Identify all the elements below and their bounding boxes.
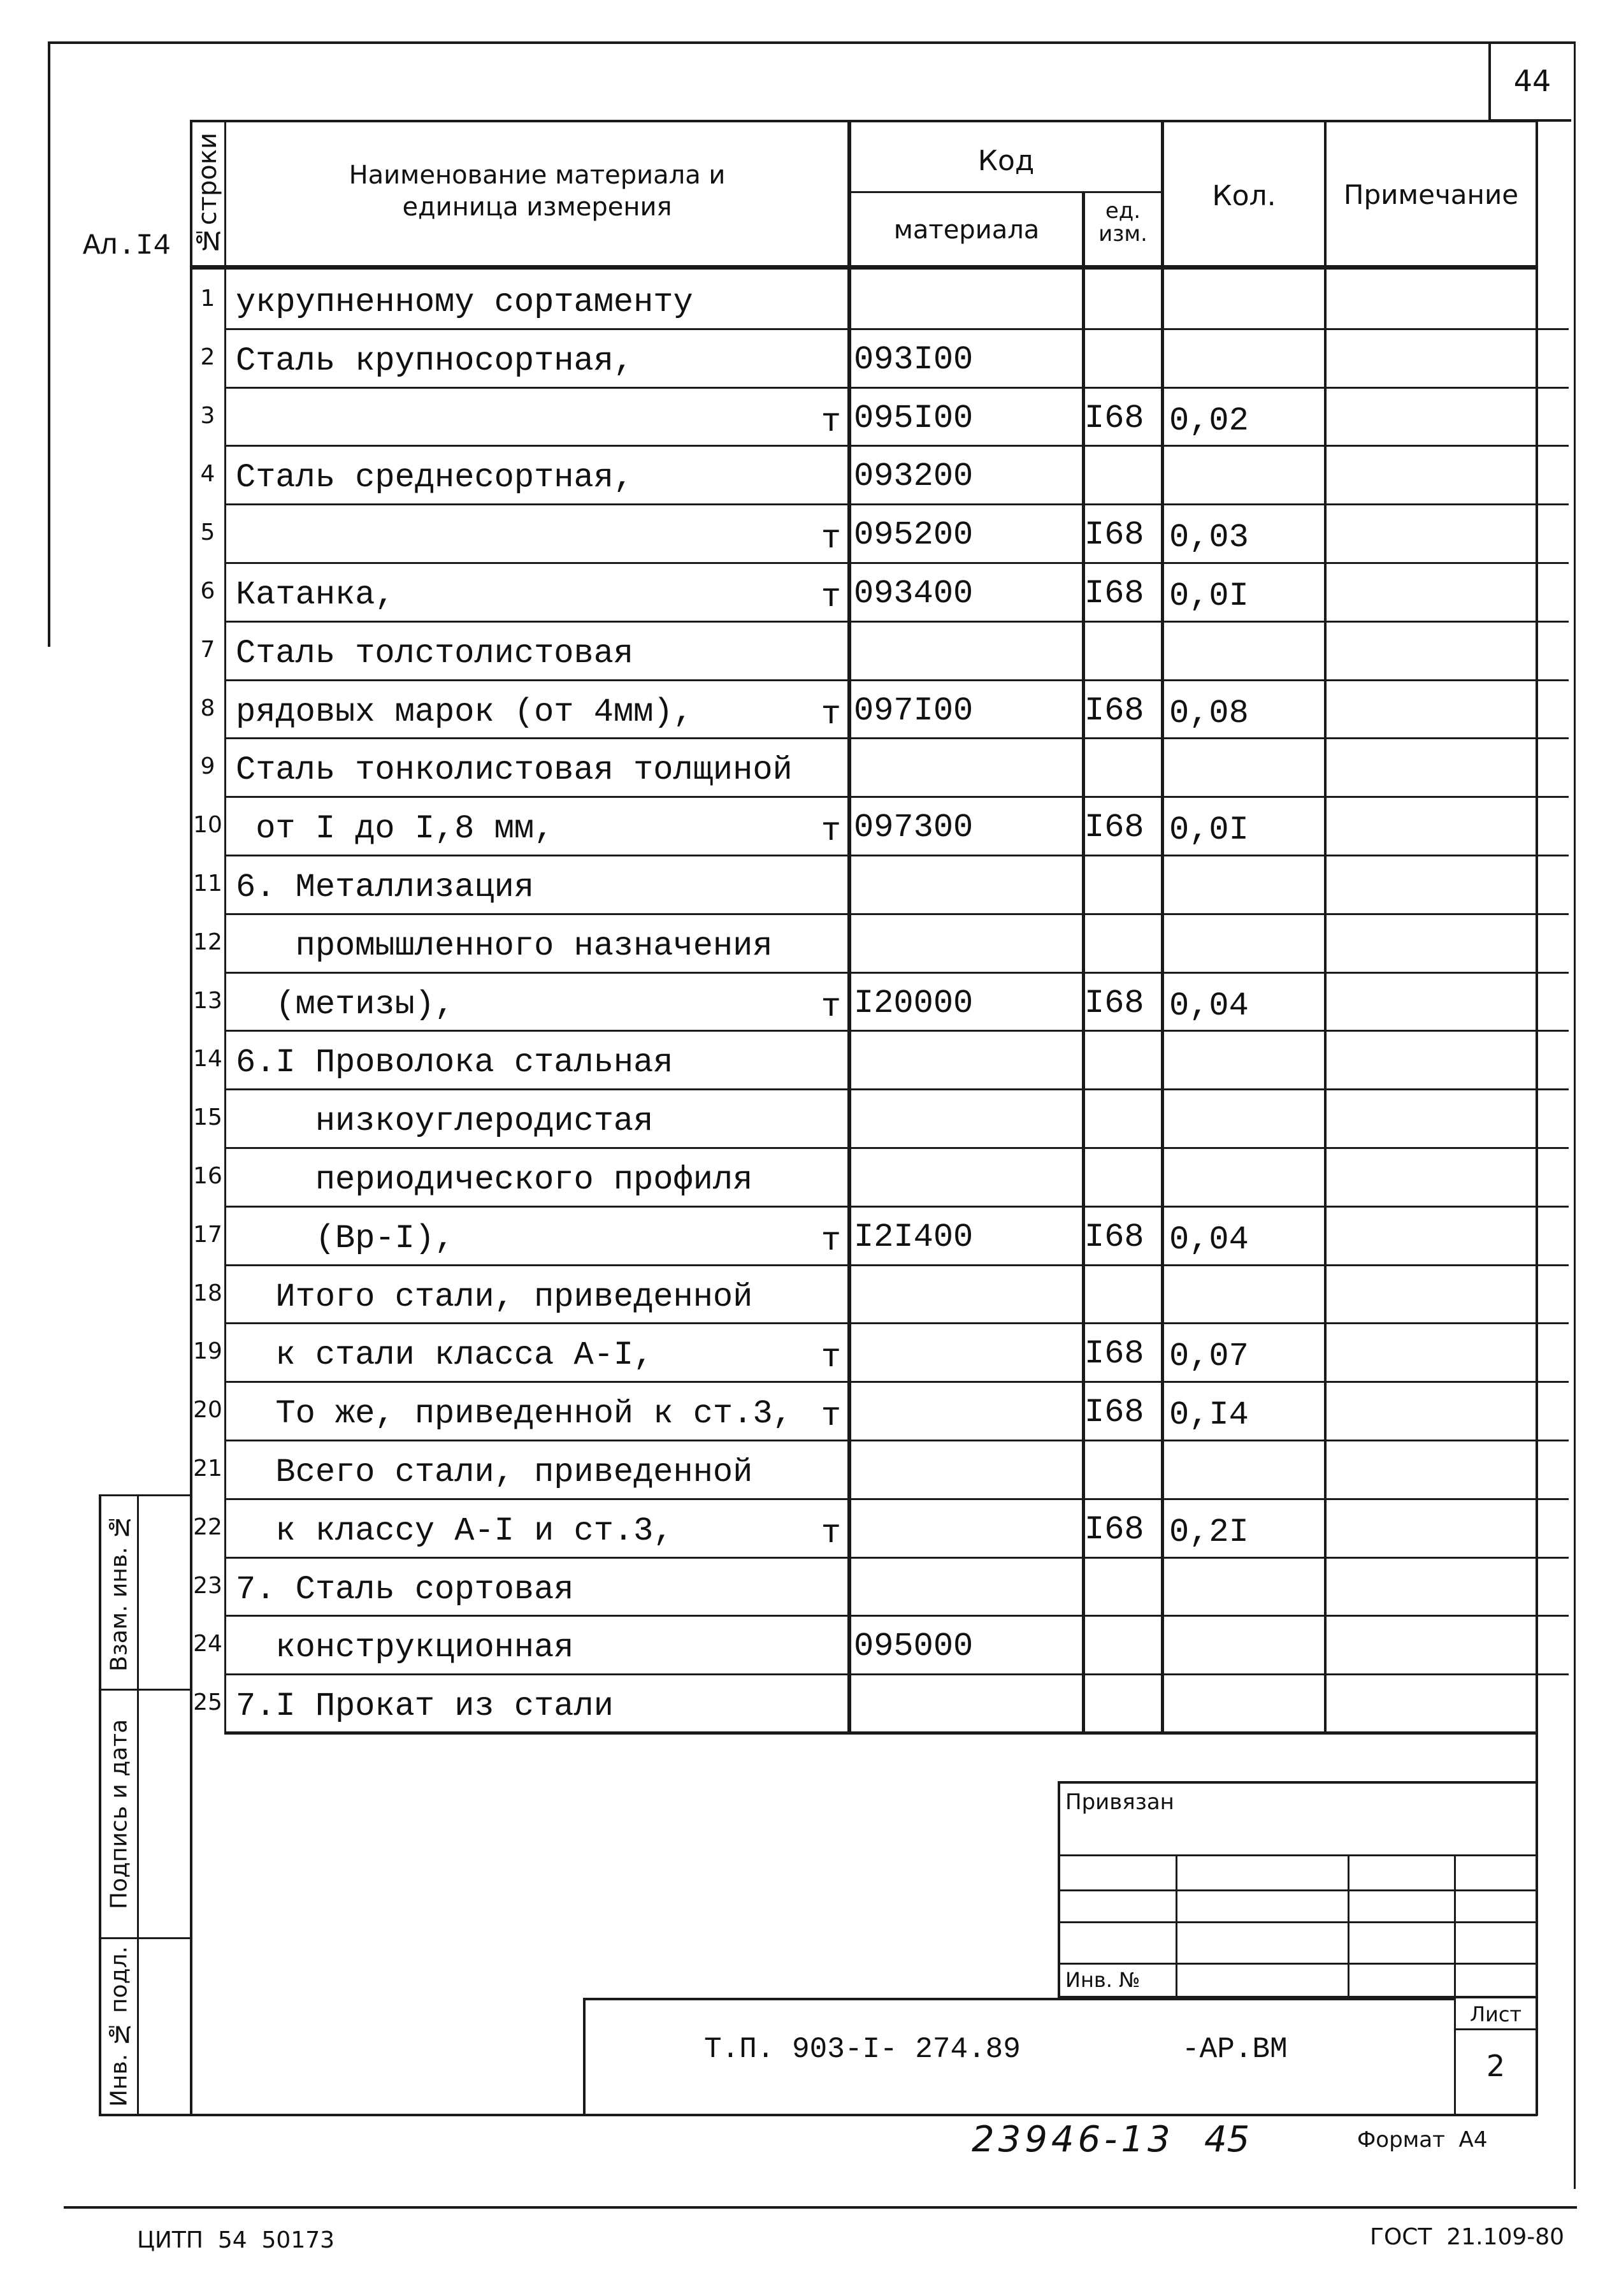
stamp-grid-h1	[1058, 1854, 1537, 1856]
row-unit-mark	[796, 1446, 841, 1505]
row-divider	[224, 1088, 1569, 1090]
row-unit-code: I68	[1084, 400, 1144, 437]
row-divider	[224, 737, 1569, 739]
row-number: 3	[200, 403, 215, 429]
row-unit-code	[1084, 1267, 1161, 1325]
row-name	[236, 391, 796, 449]
row-unit-code	[1084, 916, 1161, 974]
row-name: Катанка,	[236, 576, 395, 614]
row-name	[236, 507, 796, 566]
row-unit-mark	[796, 627, 841, 686]
row-unit-mark	[796, 1680, 841, 1738]
row-name: Всего стали, приведенной	[236, 1454, 753, 1491]
table-row	[191, 1030, 1536, 1088]
row-unit-code	[1084, 1091, 1161, 1150]
row-number: 17	[193, 1222, 222, 1248]
table-row	[191, 1206, 1536, 1264]
row-unit-mark	[796, 1095, 841, 1153]
row-divider	[224, 855, 1569, 856]
table-row	[191, 1322, 1536, 1381]
row-material-code	[854, 1501, 1074, 1559]
row-quantity	[1169, 1562, 1322, 1621]
row-unit-mark: т	[821, 988, 841, 1026]
table-row	[191, 855, 1536, 913]
row-unit-code	[1084, 857, 1161, 916]
row-material-code: 097I00	[854, 692, 974, 730]
row-number: 12	[193, 929, 222, 955]
format-label: Формат А4	[1357, 2127, 1488, 2153]
table-bottom-border	[190, 2114, 1537, 2116]
row-name: к классу А-I и ст.3,	[236, 1512, 673, 1550]
header-rowno: №строки	[193, 133, 222, 255]
row-unit-code: I68	[1084, 985, 1144, 1022]
row-material-code: 095I00	[854, 400, 974, 437]
row-material-code: I2I400	[854, 1218, 974, 1256]
side-columns-bottom-line	[99, 2114, 191, 2116]
row-quantity: 0,0I	[1169, 577, 1249, 615]
row-material-code: 093200	[854, 458, 974, 495]
row-quantity	[1169, 742, 1322, 801]
row-quantity: 0,02	[1169, 402, 1249, 440]
row-number: 24	[193, 1631, 222, 1657]
row-unit-mark	[796, 920, 841, 978]
row-unit-mark: т	[821, 1397, 841, 1435]
row-unit-code	[1084, 1150, 1161, 1208]
row-unit-mark: т	[821, 403, 841, 441]
row-quantity	[1169, 275, 1322, 333]
table-row	[191, 972, 1536, 1030]
side-columns-inner-line	[137, 1494, 139, 2116]
table-row	[191, 1440, 1536, 1498]
row-material-code: 095200	[854, 516, 974, 554]
row-quantity	[1169, 1152, 1322, 1211]
row-number: 1	[200, 285, 215, 312]
code-subheader-line	[847, 191, 1163, 193]
row-unit-code: I68	[1084, 1394, 1144, 1431]
row-number: 19	[193, 1338, 222, 1364]
row-divider	[224, 1264, 1569, 1266]
table-row	[191, 679, 1536, 738]
row-number: 25	[193, 1689, 222, 1715]
stamp-designation-suffix: -АР.ВМ	[1182, 2033, 1288, 2066]
header-qty: Кол.	[1212, 180, 1276, 212]
table-row	[191, 387, 1536, 445]
row-number: 2	[200, 344, 215, 370]
page-number-box-left	[1488, 41, 1491, 121]
header-material: материала	[893, 215, 1040, 245]
row-number: 8	[200, 695, 215, 721]
row-unit-code: I68	[1084, 1335, 1144, 1373]
row-unit-mark: т	[821, 812, 841, 850]
row-divider	[224, 1381, 1569, 1383]
row-name: Итого стали, приведенной	[236, 1278, 753, 1316]
row-number: 11	[193, 870, 222, 897]
row-material-code: 097300	[854, 809, 974, 846]
table-top-border	[190, 120, 1537, 122]
table-row	[191, 1615, 1536, 1673]
row-quantity	[1169, 1620, 1322, 1679]
row-unit-mark: т	[821, 579, 841, 616]
table-row	[191, 737, 1536, 796]
row-unit-code: I68	[1084, 575, 1144, 612]
row-material-code	[854, 916, 1074, 974]
stamp-designation-left	[583, 1998, 586, 2116]
row-unit-code	[1084, 272, 1161, 331]
row-number: 13	[193, 988, 222, 1014]
header-name: Наименование материала и единица измерения	[349, 161, 726, 222]
row-number: 23	[193, 1573, 222, 1599]
row-quantity: 0,07	[1169, 1338, 1249, 1375]
row-divider	[224, 1322, 1569, 1324]
row-number: 6	[200, 578, 215, 604]
side-signature-label: Подпись и дата	[106, 1719, 133, 1909]
row-unit-code: I68	[1084, 1511, 1144, 1549]
footer-rule	[64, 2206, 1577, 2209]
row-unit-code	[1084, 1032, 1161, 1091]
row-divider	[224, 679, 1569, 681]
table-row	[191, 270, 1536, 328]
row-name: Сталь тонколистовая толщиной	[236, 751, 793, 789]
row-unit-code: I68	[1084, 516, 1144, 554]
row-name: 6.I Проволока стальная	[236, 1044, 673, 1081]
table-row	[191, 503, 1536, 562]
header-unit: ед. изм.	[1098, 198, 1148, 247]
row-quantity	[1169, 1679, 1322, 1737]
table-row	[191, 1673, 1536, 1732]
row-quantity: 0,03	[1169, 519, 1249, 556]
side-inv-orig-label: Инв. № подл.	[106, 1946, 133, 2107]
stamp-grid-h3	[1058, 1921, 1537, 1923]
row-material-code	[854, 272, 1074, 331]
row-unit-code	[1084, 1559, 1161, 1618]
stamp-attached-label: Привязан	[1065, 1789, 1174, 1815]
row-quantity	[1169, 1094, 1322, 1152]
row-divider	[224, 1498, 1569, 1500]
row-material-code	[854, 1676, 1074, 1735]
table-row	[191, 1381, 1536, 1440]
row-quantity: 0,2I	[1169, 1513, 1249, 1551]
row-quantity: 0,I4	[1169, 1396, 1249, 1434]
row-divider	[224, 562, 1569, 564]
row-number: 15	[193, 1104, 222, 1130]
sheet-label: Лист	[1469, 2002, 1522, 2026]
header-rowno-cell	[191, 122, 224, 265]
table-row	[191, 1088, 1536, 1147]
row-material-code	[854, 1442, 1074, 1501]
row-number: 22	[193, 1514, 222, 1540]
row-name: к стали класса А-I,	[236, 1336, 654, 1374]
row-quantity	[1169, 450, 1322, 509]
side-label: Ал.I4	[83, 229, 171, 263]
row-quantity	[1169, 1445, 1322, 1503]
stamp-grid-h2	[1058, 1889, 1537, 1891]
row-material-code: I20000	[854, 985, 974, 1022]
row-name: Сталь среднесортная,	[236, 459, 634, 496]
row-divider	[224, 1673, 1569, 1675]
row-unit-code	[1084, 331, 1161, 389]
table-right-border	[1536, 120, 1538, 2116]
row-unit-mark: т	[821, 1515, 841, 1552]
row-name: (метизы),	[236, 986, 455, 1023]
row-quantity: 0,0I	[1169, 811, 1249, 849]
row-name: укрупненному сортаменту	[236, 284, 693, 321]
row-number: 7	[200, 637, 215, 663]
table-row	[191, 621, 1536, 679]
row-number: 9	[200, 753, 215, 779]
row-unit-mark	[796, 1036, 841, 1095]
row-quantity	[1169, 1269, 1322, 1328]
row-unit-mark: т	[821, 1339, 841, 1376]
row-quantity	[1169, 333, 1322, 392]
table-row	[191, 913, 1536, 972]
row-divider	[224, 913, 1569, 915]
row-unit-mark	[796, 861, 841, 920]
row-quantity	[1169, 918, 1322, 977]
sheet-number: 2	[1486, 2049, 1506, 2083]
row-number: 10	[193, 812, 222, 838]
sheet-label-divider	[1454, 2028, 1537, 2030]
stamp-attached-top	[1058, 1781, 1537, 1784]
row-material-code	[854, 857, 1074, 916]
side-vzam-label: Взам. инв. №	[106, 1513, 133, 1671]
row-material-code	[854, 623, 1074, 682]
row-name: То же, приведенной к ст.3,	[236, 1395, 793, 1433]
row-quantity	[1169, 860, 1322, 918]
row-unit-mark: т	[821, 1222, 841, 1260]
row-unit-mark	[796, 1563, 841, 1622]
row-divider	[224, 1147, 1569, 1149]
row-number: 20	[193, 1397, 222, 1423]
row-unit-mark: т	[821, 520, 841, 558]
row-unit-code: I68	[1084, 692, 1144, 730]
row-divider	[224, 503, 1569, 505]
header-code: Код	[977, 145, 1035, 177]
row-name: Сталь толстолистовая	[236, 635, 634, 672]
row-quantity	[1169, 1035, 1322, 1094]
row-number: 16	[193, 1163, 222, 1189]
row-unit-code	[1084, 1676, 1161, 1735]
row-quantity: 0,04	[1169, 1221, 1249, 1259]
row-material-code: 095000	[854, 1628, 974, 1665]
row-name: рядовых марок (от 4мм),	[236, 693, 693, 731]
row-name: 7. Сталь сортовая	[236, 1571, 574, 1608]
row-divider	[224, 387, 1569, 389]
row-unit-code	[1084, 740, 1161, 798]
row-unit-code	[1084, 1617, 1161, 1676]
row-material-code	[854, 740, 1074, 798]
row-unit-code	[1084, 447, 1161, 506]
row-number: 21	[193, 1455, 222, 1482]
page-number: 44	[1513, 64, 1551, 98]
row-material-code	[854, 1091, 1074, 1150]
row-divider	[224, 445, 1569, 447]
table-row	[191, 562, 1536, 621]
row-material-code	[854, 1032, 1074, 1091]
table-row	[191, 796, 1536, 855]
row-quantity	[1169, 626, 1322, 684]
footer-gost: ГОСТ 21.109-80	[1370, 2224, 1565, 2250]
row-divider	[224, 621, 1569, 623]
row-name: конструкционная	[236, 1629, 574, 1666]
frame-top-line	[48, 41, 1574, 44]
row-name: промышленного назначения	[236, 927, 773, 965]
row-number: 5	[200, 519, 215, 545]
row-number: 4	[200, 461, 215, 487]
stamp-grid-h4	[1058, 1963, 1537, 1965]
stamp-inv-label: Инв. №	[1065, 1968, 1140, 1992]
row-divider	[224, 1615, 1569, 1617]
row-unit-mark	[796, 276, 841, 335]
header-note: Примечание	[1343, 179, 1519, 210]
footer-left-code: ЦИТП 54 50173	[137, 2227, 335, 2253]
frame-right-line	[1574, 41, 1576, 2189]
row-divider	[224, 796, 1569, 798]
table-row	[191, 1264, 1536, 1323]
row-unit-mark	[796, 1271, 841, 1329]
row-divider	[224, 1440, 1569, 1441]
row-divider	[224, 328, 1569, 330]
row-unit-code: I68	[1084, 809, 1144, 846]
table-row	[191, 1557, 1536, 1615]
row-material-code	[854, 1559, 1074, 1618]
row-material-code	[854, 1325, 1074, 1383]
row-divider	[224, 1206, 1569, 1208]
row-name: 6. Металлизация	[236, 869, 535, 906]
row-divider	[224, 1557, 1569, 1559]
row-material-code: 093400	[854, 575, 974, 612]
row-unit-mark	[796, 1621, 841, 1680]
table-body-bottom-border	[224, 1731, 1537, 1735]
row-unit-code: I68	[1084, 1218, 1144, 1256]
row-material-code	[854, 1383, 1074, 1442]
row-name: 7.I Прокат из стали	[236, 1687, 614, 1725]
row-unit-mark: т	[821, 696, 841, 733]
row-quantity: 0,04	[1169, 987, 1249, 1025]
stamp-designation: Т.П. 903-I- 274.89	[704, 2033, 1021, 2066]
table-row	[191, 1498, 1536, 1557]
row-unit-mark	[796, 1153, 841, 1212]
row-material-code	[854, 1267, 1074, 1325]
table-row	[191, 328, 1536, 387]
row-unit-mark	[796, 744, 841, 802]
row-name: Сталь крупносортная,	[236, 342, 634, 380]
row-unit-mark	[796, 451, 841, 510]
row-unit-code	[1084, 623, 1161, 682]
handwritten-number: 23946-13	[972, 2119, 1174, 2160]
stamp-designation-top	[583, 1998, 1456, 2000]
row-unit-mark	[796, 335, 841, 393]
row-unit-code	[1084, 1442, 1161, 1501]
row-name: низкоуглеродистая	[236, 1102, 654, 1140]
frame-left-line	[48, 41, 50, 647]
row-number: 14	[193, 1046, 222, 1072]
row-quantity: 0,08	[1169, 695, 1249, 732]
row-divider	[224, 972, 1569, 974]
stamp-grid-v2	[1348, 1854, 1349, 1996]
row-name: периодического профиля	[236, 1161, 753, 1199]
handwritten-page: 45	[1204, 2119, 1250, 2160]
header-bottom-border	[190, 265, 1537, 270]
row-name: (Вр-I),	[236, 1220, 455, 1257]
row-number: 18	[193, 1280, 222, 1306]
row-divider	[224, 1030, 1569, 1032]
row-name: от I до I,8 мм,	[236, 810, 554, 848]
row-material-code: 093I00	[854, 341, 974, 379]
table-row	[191, 445, 1536, 503]
table-row	[191, 1147, 1536, 1206]
row-material-code	[854, 1150, 1074, 1208]
